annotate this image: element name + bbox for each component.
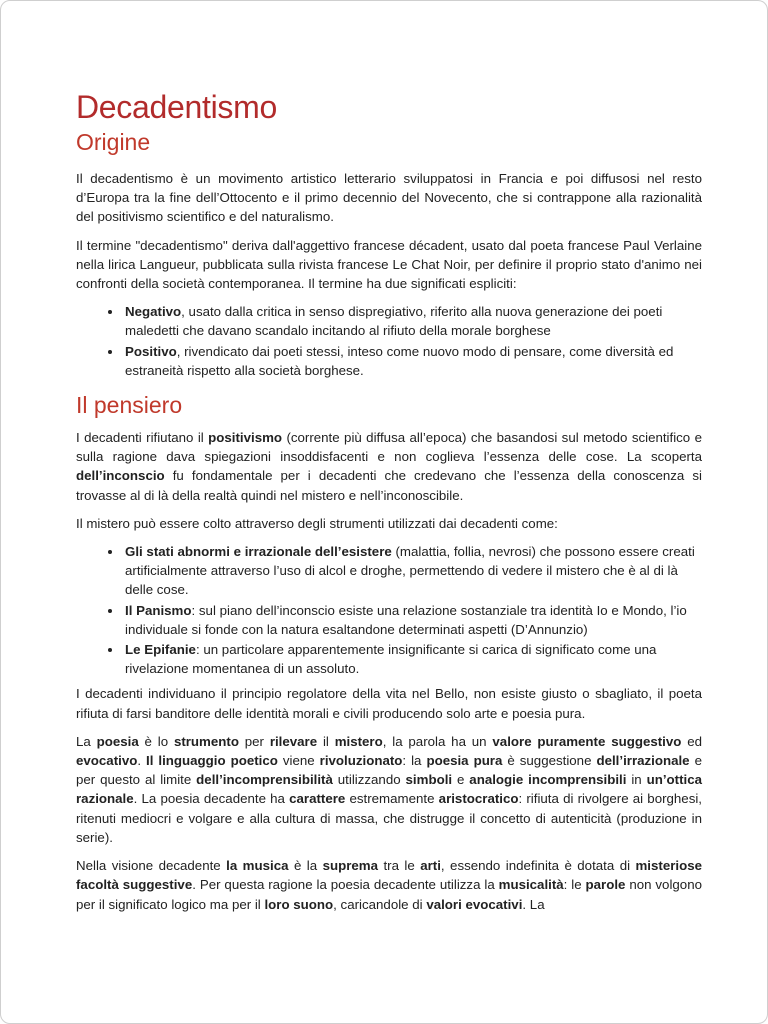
text-run: e per questo al limite	[76, 753, 702, 788]
bold-run: aristocratico	[438, 791, 519, 807]
text-run: per	[238, 733, 270, 749]
bold-run: suprema	[322, 858, 379, 874]
text-run: , la parola ha un	[382, 733, 493, 749]
list-item	[123, 342, 702, 380]
bold-run: rivoluzionato	[319, 753, 403, 769]
bold-run: loro suono	[264, 896, 334, 912]
text-run: in	[626, 772, 647, 788]
document-title: Decadentismo	[76, 89, 277, 125]
list-item-term: Le Epifanie	[125, 642, 196, 658]
text-run: La	[76, 733, 97, 749]
pensiero-paragraph-1	[76, 428, 702, 505]
list-item-text: , rivendicato dai poeti stessi, inteso come nuovo modo di pensare, come diversità ed estraneità rispetto alla società borghese.	[125, 343, 674, 378]
document-content	[76, 87, 702, 923]
list-item-term: Gli stati abnormi e irrazionale dell’esistere	[125, 544, 392, 560]
section-heading-pensiero: Il pensiero	[76, 392, 183, 419]
text-run: , essendo indefinita è dotata di	[440, 858, 636, 874]
list-item-text: , usato dalla critica in senso dispregiativo, riferito alla nuova generazione dei poeti maledetti che davano scandalo incitando al rifiuto della morale borghese	[125, 304, 663, 339]
bold-run: Il linguaggio poetico	[146, 753, 278, 769]
bold-run: poesia	[96, 733, 139, 749]
pensiero-bullet-list	[76, 542, 702, 678]
bold-run: dell’inconscio	[76, 468, 165, 484]
pensiero-paragraph-2: Il mistero può essere colto attraverso degli strumenti utilizzati dai decadenti come:	[76, 515, 558, 531]
bold-run: dell’irrazionale	[596, 753, 690, 769]
text-run: non volgono per il significato logico ma per il	[76, 877, 702, 912]
text-run: : rifiuta di rivolgere ai borghesi, ritenuti mediocri e volgare e alla cultura di massa, che distrugge il concetto di autenticità (produzione in serie).	[76, 791, 702, 845]
list-item	[123, 601, 702, 639]
text-run: utilizzando	[332, 772, 406, 788]
text-run: e	[452, 772, 470, 788]
bold-run: dell’incomprensibilità	[196, 772, 333, 788]
pensiero-paragraph-5	[76, 856, 702, 914]
text-run: il	[317, 733, 335, 749]
bold-run: la musica	[226, 858, 289, 874]
text-run: (corrente più diffusa all’epoca) che basandosi sul metodo scientifico e sulla ragione dava spiegazioni insoddisfacenti e non coglieva l’essenza delle cose. La scoperta	[76, 430, 702, 465]
list-item-text: : sul piano dell’inconscio esiste una relazione sostanziale tra identità Io e Mondo, l’io individuale si fonde con la natura esaltandone determinati aspetti (D’Annunzio)	[125, 602, 687, 637]
bold-run: strumento	[173, 733, 239, 749]
text-run: è lo	[138, 733, 174, 749]
text-run: . La poesia decadente ha	[133, 791, 290, 807]
text-run: è la	[288, 858, 323, 874]
bold-run: evocativo	[76, 753, 138, 769]
text-run: . La	[522, 896, 545, 912]
bold-run: carattere	[289, 791, 346, 807]
text-run: fu fondamentale per i decadenti che credevano che l’essenza della conoscenza si trovasse al di là della realtà quindi nel mistero e nell’inconoscibile.	[76, 468, 702, 503]
origine-paragraph-1: Il decadentismo è un movimento artistico letterario sviluppatosi in Francia e poi diffusosi nel resto d’Europa tra la fine dell’Ottocento e il primo decennio del Novecento, che si contrappone alla razionalità del positivismo scientifico e del naturalismo.	[76, 171, 702, 225]
text-run: .	[137, 753, 147, 769]
list-item	[123, 640, 702, 678]
origine-paragraph-2: Il termine "decadentismo" deriva dall'aggettivo francese décadent, usato dal poeta francese Paul Verlaine nella lirica Langueur, pubblicata sulla rivista francese Le Chat Noir, per definire il proprio stato d'animo nei confronti della società contemporanea. Il termine ha due significati espliciti:	[76, 237, 702, 292]
bold-run: musicalità	[498, 877, 564, 893]
origine-bullet-list	[76, 302, 702, 380]
bold-run: analogie incomprensibili	[469, 772, 627, 788]
text-run: : le	[563, 877, 586, 893]
text-run: Nella visione decadente	[76, 858, 227, 874]
bold-run: arti	[420, 858, 441, 874]
text-run: I decadenti rifiutano il	[76, 430, 209, 446]
list-item-term: Negativo	[125, 304, 182, 320]
bold-run: parole	[585, 877, 626, 893]
list-item-term: Il Panismo	[125, 602, 192, 618]
bold-run: rilevare	[269, 733, 318, 749]
text-run: estremamente	[345, 791, 439, 807]
text-run: . Per questa ragione la poesia decadente utilizza la	[192, 877, 499, 893]
list-item	[123, 302, 702, 340]
bold-run: un’ottica razionale	[76, 772, 702, 807]
bold-run: valori evocativi	[426, 896, 523, 912]
text-run: viene	[277, 753, 320, 769]
text-run: ed	[681, 733, 702, 749]
bold-run: valore puramente suggestivo	[492, 733, 682, 749]
text-run: , caricandole di	[333, 896, 427, 912]
bold-run: poesia pura	[426, 753, 503, 769]
bold-run: mistero	[334, 733, 383, 749]
list-item-text: : un particolare apparentemente insignificante si carica di significato come una rivelazione momentanea di un assoluto.	[125, 642, 657, 677]
list-item-term: Positivo	[125, 343, 177, 359]
text-run: tra le	[378, 858, 421, 874]
text-run: è suggestione	[502, 753, 597, 769]
pensiero-paragraph-4	[76, 732, 702, 847]
bold-run: misteriose facoltà suggestive	[76, 858, 703, 893]
pensiero-paragraph-3: I decadenti individuano il principio regolatore della vita nel Bello, non esiste giusto o sbagliato, il poeta rifiuta di farsi banditore delle identità morali e civili producendo solo arte e poesia pura.	[76, 686, 702, 721]
section-heading-origine: Origine	[76, 129, 151, 155]
list-item	[123, 542, 702, 600]
text-run: : la	[402, 753, 427, 769]
bold-run: simboli	[405, 772, 453, 788]
list-item-text: (malattia, follia, nevrosi) che possono essere creati artificialmente attraverso l’uso di alcol e droghe, permettendo di vedere il mistero che è al di là delle cose.	[125, 544, 695, 598]
bold-run: positivismo	[208, 430, 283, 446]
